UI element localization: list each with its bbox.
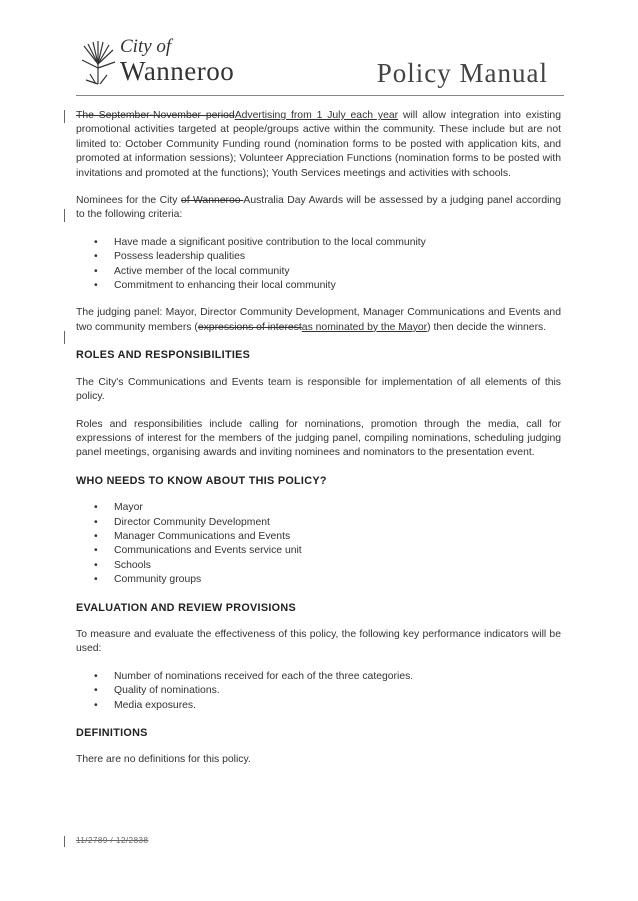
list-item: • Manager Communications and Events [114, 530, 561, 544]
policy-body [76, 109, 561, 781]
logo-city-of: City of [120, 36, 172, 57]
list-item: • Commitment to enhancing their local community [114, 279, 561, 293]
paragraph-text: The judging panel: Mayor, Director Community Development, Manager Communications and Events and two community members ( [76, 307, 561, 333]
paragraph-text: Australia Day Awards will be assessed by a judging panel according to the following criteria: [76, 195, 561, 221]
change-bar [64, 836, 65, 847]
paragraph-roles-2: Roles and responsibilities include calling for nominations, promotion through the media, call for expressions of interest for the members of the judging panel, compiling nominations, scheduling judging panel meetings, organising awards and inviting nominees and nominators to the presentation event. [76, 418, 561, 459]
deleted-text: expressions of interest [197, 321, 302, 333]
list-item: • Schools [114, 559, 561, 573]
list-item: • Have made a significant positive contribution to the local community [114, 236, 561, 250]
grass-tree-logo-icon [80, 40, 116, 86]
paragraph-roles-1: The City's Communications and Events team is responsible for implementation of all elements of this policy. [76, 376, 561, 403]
kpi-list [76, 670, 561, 713]
heading-definitions: DEFINITIONS [76, 727, 148, 739]
list-item: • Community groups [114, 573, 561, 587]
paragraph-evaluation: To measure and evaluate the effectiveness of this policy, the following key performance indicators will be used: [76, 628, 561, 655]
list-item: • Communications and Events service unit [114, 544, 561, 558]
deleted-text: The September-November period [76, 110, 235, 121]
list-item: • Possess leadership qualities [114, 250, 561, 264]
paragraph-text: Nominees for the City [76, 195, 181, 207]
city-logo [80, 34, 250, 90]
paragraph-text: will allow integration into existing promotional activities targeted at people/groups active within the community. These include but are not limited to: October Community Funding round (nomination forms to be posted with application kits, and promoted at information sessions); Volunteer Appreciation Functions (nomination forms to be posted with invitations and promoted at the functions); Youth Services meetings and activities with schools. [76, 110, 561, 179]
heading-who-needs-to-know: WHO NEEDS TO KNOW ABOUT THIS POLICY? [76, 474, 327, 487]
list-item: • Quality of nominations. [114, 684, 561, 698]
criteria-list [76, 236, 561, 294]
list-item: • Mayor [114, 501, 561, 515]
footer-document-code: 11/2789 / 12/2838 [76, 836, 149, 845]
inserted-text: as nominated by the Mayor [301, 321, 428, 333]
manual-title: Policy Manual [376, 58, 548, 88]
list-item: • Director Community Development [114, 516, 561, 530]
list-item: • Media exposures. [114, 699, 561, 713]
deleted-text: of Wanneroo [180, 195, 244, 207]
paragraph-judging-panel [76, 306, 561, 335]
who-list [76, 501, 561, 587]
inserted-text: Advertising from 1 July each year [234, 110, 399, 121]
heading-evaluation: EVALUATION AND REVIEW PROVISIONS [76, 601, 296, 614]
list-item: • Active member of the local community [114, 265, 561, 279]
heading-roles: ROLES AND RESPONSIBILITIES [76, 349, 251, 362]
paragraph-text: ) then decide the winners. [427, 321, 547, 333]
paragraph-nominees [76, 194, 561, 223]
list-item: • Number of nominations received for each of the three categories. [114, 670, 561, 684]
change-bar [64, 331, 65, 344]
paragraph-definitions: There are no definitions for this policy. [76, 754, 251, 766]
change-bar [64, 110, 65, 123]
logo-city-name: Wanneroo [120, 56, 235, 86]
paragraph-advertising [76, 109, 561, 181]
change-bar [64, 209, 65, 222]
header-rule [76, 95, 564, 96]
